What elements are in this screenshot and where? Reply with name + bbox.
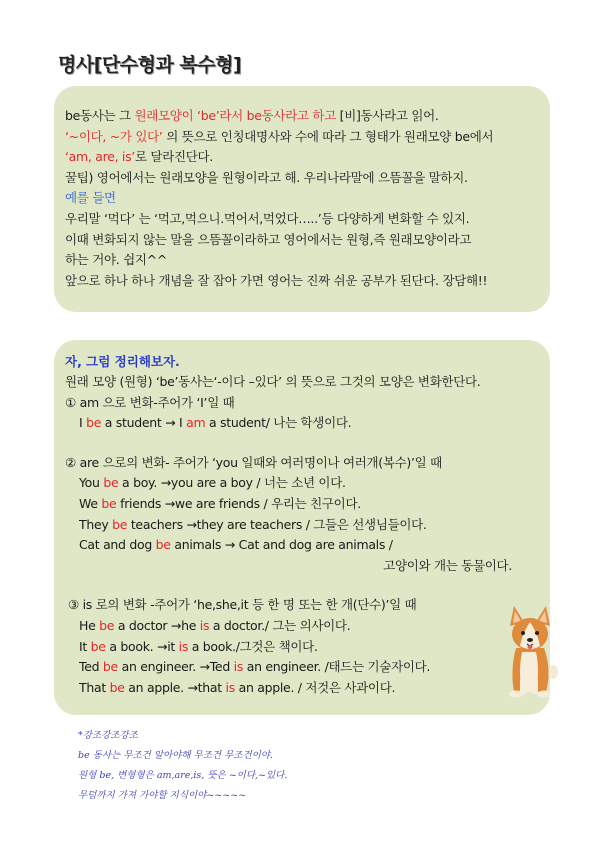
section-am-title: ① am 으로 변화-주어가 ‘I’일 때: [65, 394, 235, 410]
section-are-title: ② are 으로의 변화- 주어가 ‘you 일때와 여러명이나 여러개(복수)’일 때: [65, 454, 442, 470]
section-is-title: ③ is 로의 변화 -주어가 ‘he,she,it 등 한 명 또는 한 개(단수)’일 때: [68, 597, 417, 613]
intro-line-8: 하는 거야. 쉽지^^: [65, 252, 168, 268]
example-line: We be friends →we are friends / 우리는 친구이다.: [79, 495, 361, 511]
example-line: They be teachers →they are teachers / 그들은 선생님들이다.: [79, 516, 427, 532]
intro-line-2: ‘~이다, ~가 있다’ 의 뜻으로 인칭대명사와 수에 따라 그 형태가 원래모양 be에서: [65, 128, 494, 144]
intro-line-5: 예를 들면: [65, 190, 116, 206]
intro-line-7: 이때 변화되지 않는 말을 으뜸꼴이라하고 영어에서는 원형,즉 원래모양이라고: [65, 231, 472, 247]
intro-line-4: 꿀팁) 영어에서는 원래모양을 원형이라고 해. 우리나라말에 으뜸꼴을 말하지.: [65, 169, 468, 185]
example-line: Cat and dog be animals → Cat and dog are animals /: [79, 537, 393, 553]
summary-intro: 원래 모양 (원형) ‘be’동사는‘-이다 –있다’ 의 뜻으로 그것의 모양은 변화한단다.: [65, 374, 481, 389]
example-line: It be a book. →it is a book./그것은 책이다.: [79, 638, 318, 654]
intro-line-3: ‘am, are, is’로 달라진단다.: [65, 149, 213, 165]
note-line-4: 무덤까지 가져 가야할 지식이야~~~~~: [78, 790, 247, 801]
note-line-1: *강조강조강조: [78, 730, 138, 741]
example-line: You be a boy. →you are a boy / 너는 소년 이다.: [79, 475, 346, 491]
intro-line-1: be동사는 그 원래모양이 ‘be’라서 be동사라고 하고 [비]동사라고 읽어.: [65, 108, 439, 123]
intro-line-6: 우리말 ‘먹다’ 는 ‘먹고,먹으니.먹어서,먹었다…..’등 다양하게 변화할 수 있지.: [65, 210, 470, 226]
summary-box: [54, 340, 550, 715]
example-line: He be a doctor →he is a doctor./ 그는 의사이다.: [79, 617, 351, 633]
summary-heading: 자, 그럼 정리해보자.: [65, 354, 180, 369]
handwritten-note: [78, 726, 287, 806]
intro-line-9: 앞으로 하나 하나 개념을 잘 잡아 가면 영어는 진짜 쉬운 공부가 된단다. 장담해!!: [65, 272, 488, 288]
intro-box: [54, 86, 550, 312]
corgi-illustration: [500, 600, 562, 700]
example-line: Ted be an engineer. →Ted is an engineer. /태드는 기술자이다.: [79, 659, 431, 675]
page-title: 명사[단수형과 복수형]: [58, 54, 242, 76]
example-line-continued: 고양이와 개는 동물이다.: [383, 557, 512, 573]
example-line: I be a student → I am a student/ 나는 학생이다.: [79, 415, 352, 431]
example-line: That be an apple. →that is an apple. / 저것은 사과이다.: [79, 679, 396, 695]
note-line-2: be 동사는 무조건 알아야해 무조건 무조건이야.: [78, 750, 274, 761]
note-line-3: 원형 be, 변형형은 am,are,is, 뜻은 ~이다,~있다.: [78, 770, 288, 781]
